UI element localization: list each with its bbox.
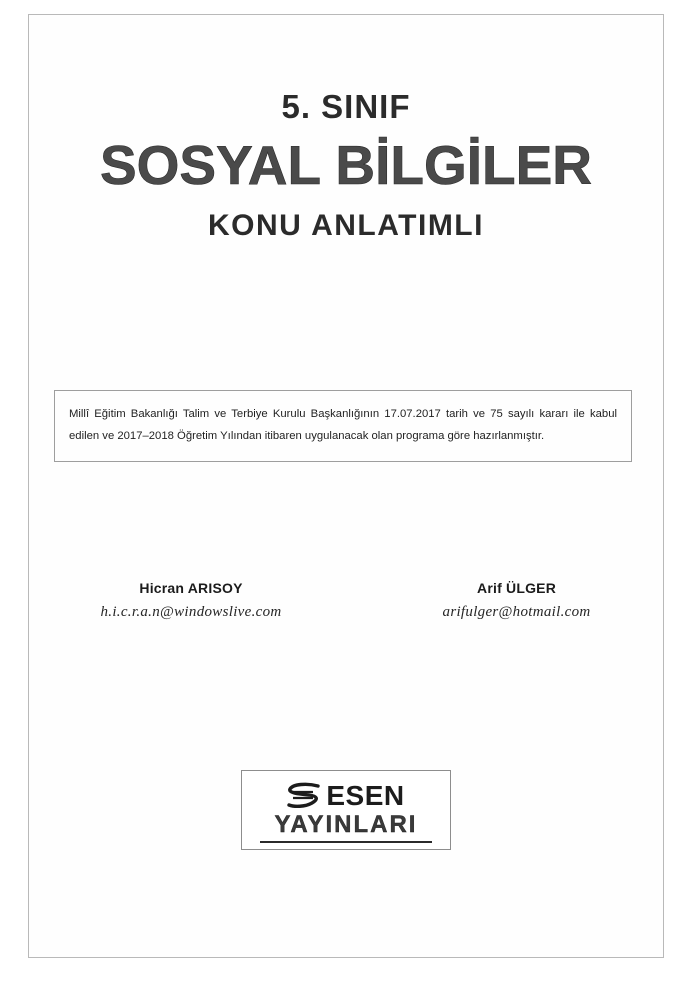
logo-underline xyxy=(260,841,432,843)
page-title: SOSYAL BİLGİLER xyxy=(99,134,593,197)
author-email: h.i.c.r.a.n@windowslive.com xyxy=(100,604,282,620)
author-entry xyxy=(100,580,281,621)
book-page xyxy=(28,14,664,958)
author-entry xyxy=(442,580,592,621)
publisher-name: ESEN xyxy=(326,780,405,811)
author-name: Hicran ARISOY xyxy=(139,580,243,596)
author-name: Arif ÜLGER xyxy=(477,580,557,596)
authors-list xyxy=(29,580,663,621)
author-email: arifulger@hotmail.com xyxy=(442,604,591,620)
title-block xyxy=(29,89,663,243)
curriculum-notice: Millî Eğitim Bakanlığı Talim ve Terbiye Kurulu Başkanlığının 17.07.2017 tarih ve 75 sayılı kararı ile kabul edilen ve 2017–2018 Öğretim Yılından itibaren uygulanacak olan programa göre hazırlanmıştır. xyxy=(54,390,632,462)
page-content xyxy=(29,15,663,957)
publisher-tagline: YAYINLARI xyxy=(274,811,418,838)
publisher-logo-box xyxy=(241,770,451,850)
publisher-logo-row xyxy=(242,780,450,812)
publisher-logo-area xyxy=(29,770,663,850)
page-subtitle: KONU ANLATIMLI xyxy=(208,209,484,243)
grade-level: 5. SINIF xyxy=(281,88,411,125)
esen-s-logo-icon xyxy=(287,782,321,810)
